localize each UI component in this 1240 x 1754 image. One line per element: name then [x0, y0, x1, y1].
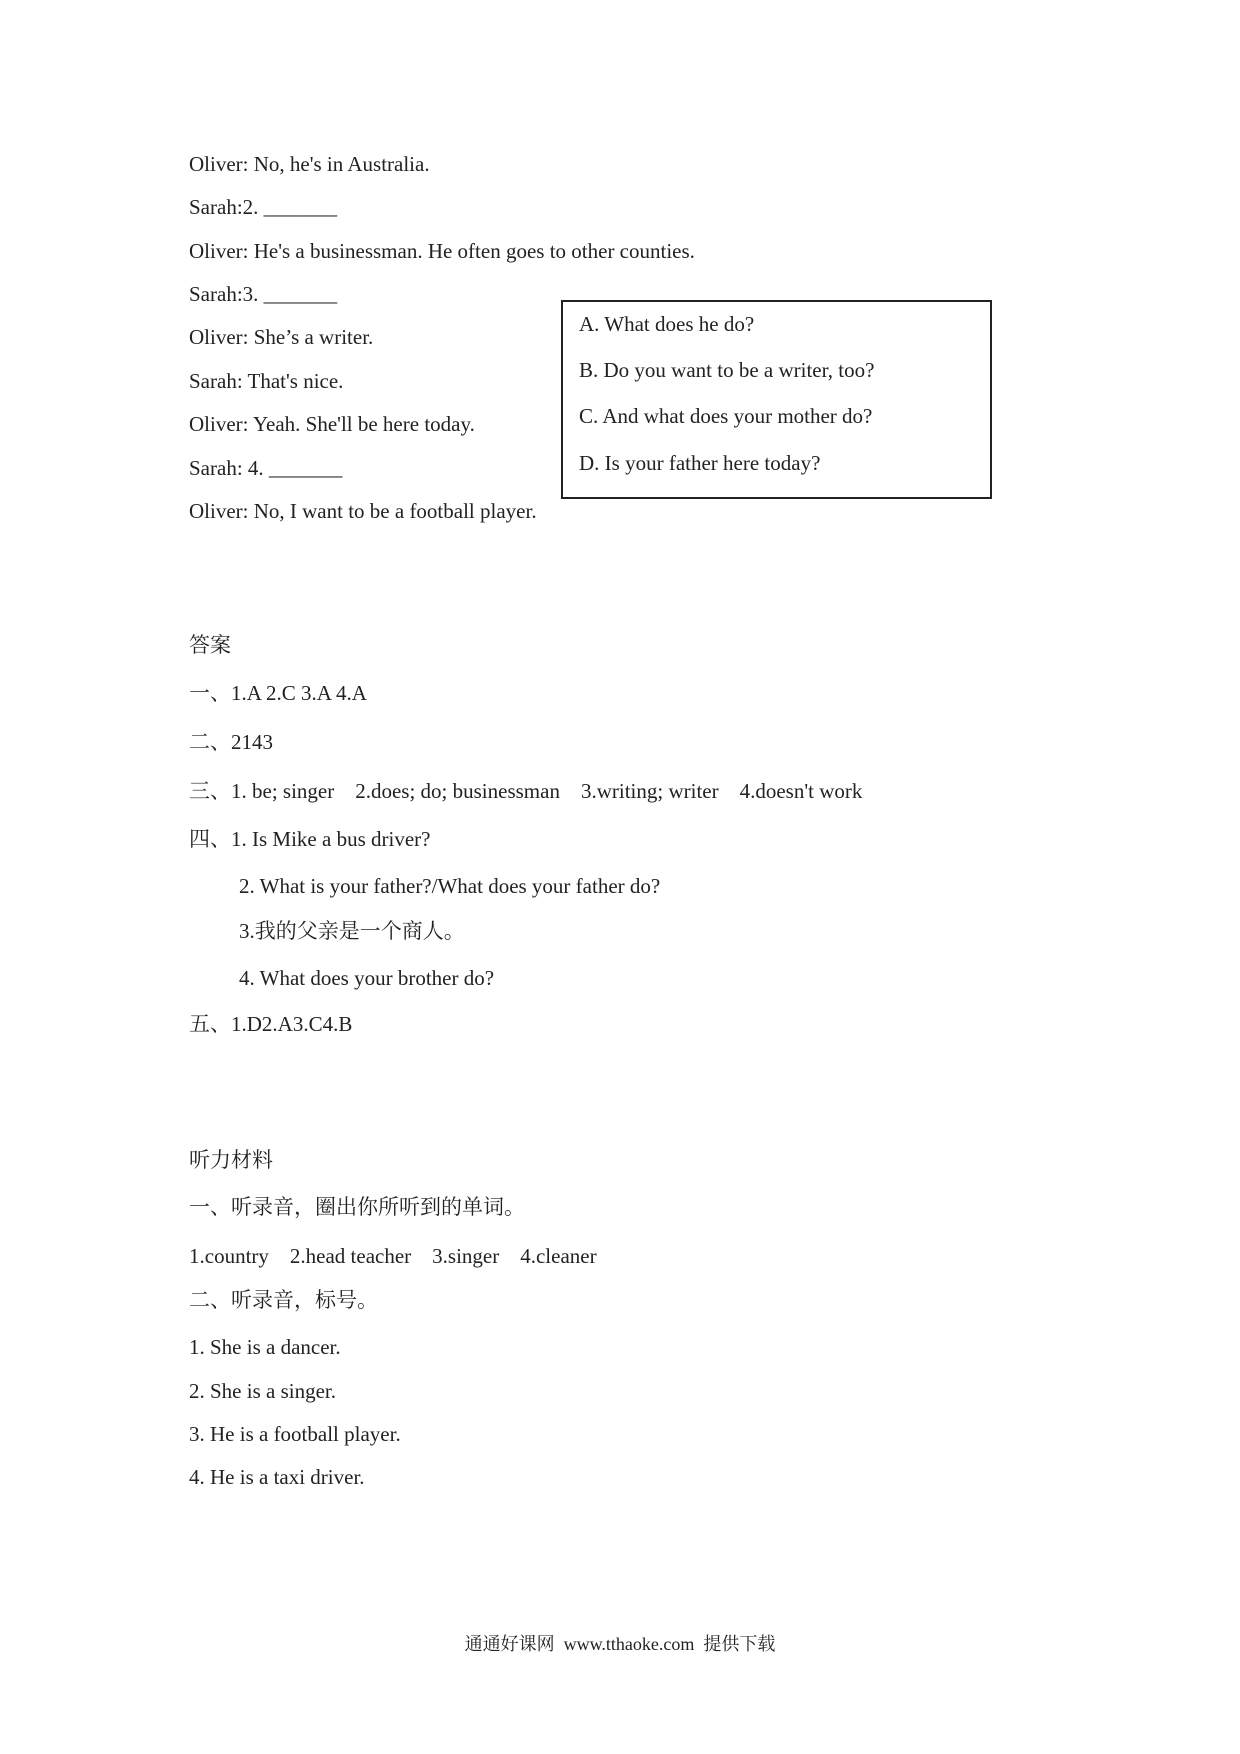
dialogue-line: Sarah:3. _______	[189, 282, 338, 306]
answer-part4-line1: 四、1. Is Mike a bus driver?	[189, 827, 431, 851]
option-a: A. What does he do?	[579, 312, 755, 336]
answer-part2: 二、2143	[189, 730, 273, 754]
dialogue-line: Oliver: No, I want to be a football player.	[189, 499, 537, 523]
answers-heading: 答案	[189, 633, 231, 657]
listening-section2-title: 二、听录音，标号。	[189, 1288, 378, 1312]
listening-item: 3. He is a football player.	[189, 1422, 401, 1446]
option-c: C. And what does your mother do?	[579, 404, 873, 428]
dialogue-line: Sarah: 4. _______	[189, 456, 343, 480]
listening-section1-words: 1.country 2.head teacher 3.singer 4.cleaner	[189, 1244, 597, 1268]
answer-part3: 三、1. be; singer 2.does; do; businessman 3.writing; writer 4.doesn't work	[189, 779, 863, 803]
page-footer: 通通好课网 www.tthaoke.com 提供下载	[464, 1634, 776, 1654]
answer-part4-line2: 2. What is your father?/What does your father do?	[239, 874, 661, 898]
dialogue-line: Oliver: Yeah. She'll be here today.	[189, 412, 475, 436]
answer-part1: 一、1.A 2.C 3.A 4.A	[189, 681, 367, 705]
answer-part4-line3: 3.我的父亲是一个商人。	[239, 919, 465, 943]
answer-part4-line4: 4. What does your brother do?	[239, 966, 495, 990]
listening-item: 1. She is a dancer.	[189, 1335, 341, 1359]
option-b: B. Do you want to be a writer, too?	[579, 358, 875, 382]
dialogue-line: Oliver: No, he's in Australia.	[189, 152, 430, 176]
answer-part5: 五、1.D2.A3.C4.B	[189, 1012, 353, 1036]
listening-item: 2. She is a singer.	[189, 1379, 336, 1403]
dialogue-line: Sarah:2. _______	[189, 195, 338, 219]
dialogue-line: Sarah: That's nice.	[189, 369, 344, 393]
listening-section1-title: 一、听录音，圈出你所听到的单词。	[189, 1195, 525, 1219]
options-box	[561, 300, 992, 499]
listening-item: 4. He is a taxi driver.	[189, 1465, 365, 1489]
option-d: D. Is your father here today?	[579, 451, 821, 475]
dialogue-line: Oliver: She’s a writer.	[189, 325, 374, 349]
listening-heading: 听力材料	[189, 1148, 273, 1172]
dialogue-line: Oliver: He's a businessman. He often goes to other counties.	[189, 239, 695, 263]
